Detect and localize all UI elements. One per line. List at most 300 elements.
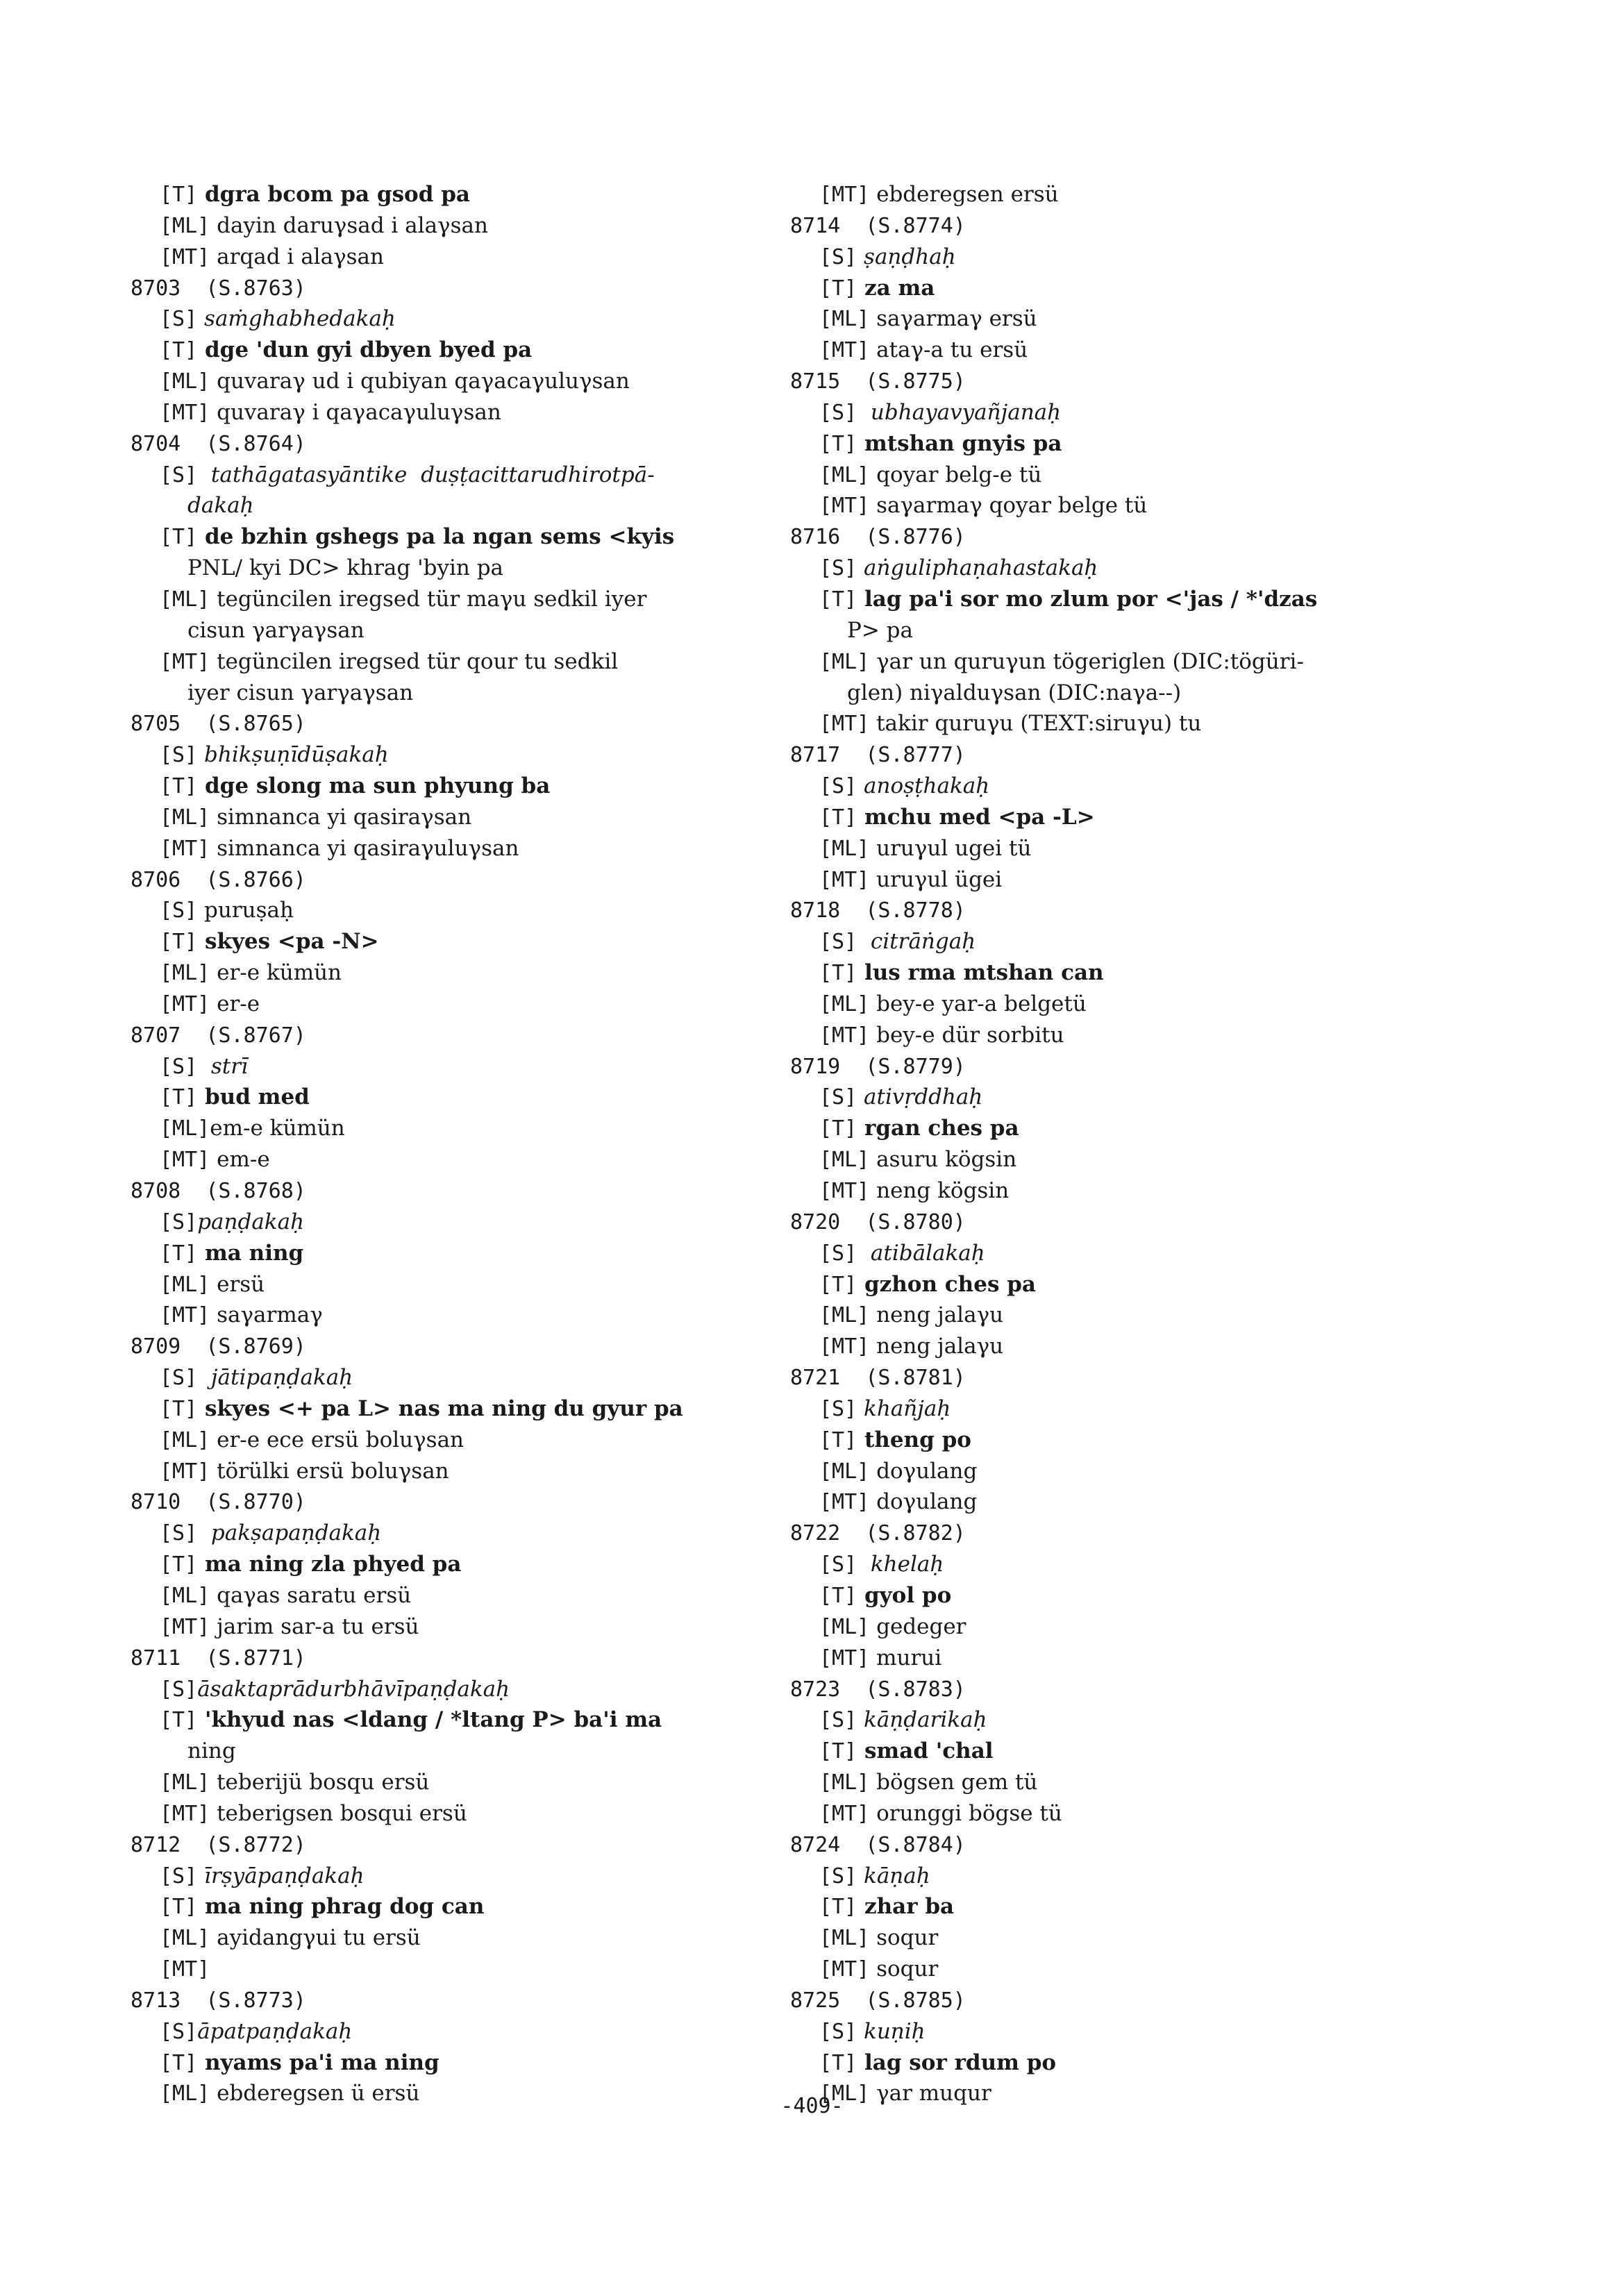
entry-text: er-e kümün [210, 960, 342, 986]
entry-text: ativṛddhaḥ [857, 1084, 983, 1110]
entry-text: quvaraγ i qaγacaγuluγsan [210, 399, 501, 425]
entry-text: qoyar belg-e tü [869, 462, 1042, 487]
entry-number [790, 739, 1429, 771]
continuation-text: cisun γarγaγsan [187, 617, 365, 643]
language-tag: [T] [160, 1085, 198, 1110]
entry-line [131, 179, 769, 210]
entry-line [790, 2016, 1429, 2047]
language-tag: [S] [819, 1085, 857, 1110]
entry-number [131, 1331, 769, 1362]
entry-text: nyams pa'i ma ning [197, 2050, 440, 2075]
language-tag: [MT] [160, 1148, 210, 1173]
entry-line [131, 1393, 769, 1425]
entry-text: γar muqur [869, 2081, 991, 2106]
entry-text: pakṣapaṇḍakaḥ [197, 1520, 382, 1546]
language-tag: [S] [160, 1209, 198, 1234]
entry-text: atibālakaḥ [857, 1240, 985, 1266]
entry-number [790, 1674, 1429, 1705]
entry-text: ebderegsen ü ersü [210, 2081, 420, 2106]
entry-text: gzhon ches pa [857, 1271, 1036, 1297]
language-tag: [ML] [819, 1459, 870, 1484]
entry-number [790, 521, 1429, 553]
entry-text: em-e [210, 1147, 270, 1173]
entry-text: ersü [210, 1271, 265, 1297]
language-tag: [MT] [160, 991, 210, 1016]
entry-text: lag pa'i sor mo zlum por <'jas / *'dzas [857, 586, 1318, 612]
entry-number-text: 8712 (S.8772) [131, 1832, 306, 1857]
language-tag: [S] [819, 774, 857, 799]
entry-text: simnanca yi qasiraγsan [210, 804, 472, 830]
language-tag: [ML] [160, 805, 210, 830]
entry-line [131, 771, 769, 802]
language-tag: [ML] [819, 991, 870, 1016]
entry-line [790, 1736, 1429, 1767]
language-tag: [S] [160, 1521, 198, 1546]
entry-number [790, 366, 1429, 397]
entry-text: mtshan gnyis pa [857, 430, 1062, 456]
language-tag: [T] [160, 525, 198, 550]
entry-line [131, 303, 769, 335]
entry-text: skyes <+ pa L> nas ma ning du gyur pa [197, 1396, 683, 1421]
entry-text: neng kögsin [869, 1178, 1010, 1203]
entry-line [790, 490, 1429, 521]
entry-line [131, 2047, 769, 2079]
entry-number-text: 8704 (S.8764) [131, 431, 306, 456]
entry-line [790, 1549, 1429, 1580]
entry-line [790, 1486, 1429, 1518]
language-tag: [T] [819, 1583, 857, 1608]
language-tag: [MT] [819, 1179, 870, 1203]
entry-line [790, 1891, 1429, 1922]
entry-line [131, 926, 769, 957]
language-tag: [S] [819, 244, 857, 269]
entry-line [790, 926, 1429, 957]
entry-line [790, 1954, 1429, 1985]
language-tag: [ML] [160, 587, 210, 612]
entry-line [131, 1144, 769, 1175]
entry-text: bey-e dür sorbitu [869, 1022, 1064, 1048]
language-tag: [MT] [160, 649, 210, 674]
entry-text: soqur [869, 1925, 939, 1951]
entry-line [131, 739, 769, 771]
entry-number [131, 1486, 769, 1518]
language-tag: [MT] [160, 400, 210, 425]
entry-text: tegüncilen iregsed tür maγu sedkil iyer [210, 586, 647, 612]
entry-text: uruγul ügei [869, 866, 1003, 892]
entry-line [790, 1611, 1429, 1643]
entry-number [790, 1362, 1429, 1393]
language-tag: [S] [160, 898, 198, 923]
entry-line [131, 1238, 769, 1269]
entry-text: doγulang [869, 1458, 978, 1484]
entry-line [790, 1175, 1429, 1207]
entry-text: tathāgatasyāntike duṣṭacittarudhirotpā- [197, 462, 655, 487]
entry-line [131, 366, 769, 397]
entry-continuation-line [131, 553, 769, 584]
entry-number [131, 1020, 769, 1051]
entry-line [790, 771, 1429, 802]
page-number: -409- [780, 2094, 844, 2118]
entry-line [131, 1425, 769, 1456]
entry-text: paṇḍakaḥ [197, 1209, 305, 1234]
entry-text: kāṇḍarikaḥ [857, 1707, 987, 1733]
entry-text: er-e [210, 991, 260, 1016]
language-tag: [ML] [160, 369, 210, 394]
entry-line [790, 1082, 1429, 1113]
entry-line [131, 1580, 769, 1611]
entry-text: kāṇaḥ [857, 1863, 930, 1888]
entry-text: za ma [857, 275, 935, 301]
language-tag: [T] [160, 338, 198, 363]
entry-number [790, 1051, 1429, 1082]
language-tag: [T] [160, 183, 198, 207]
entry-number [790, 895, 1429, 926]
entry-line [131, 1207, 769, 1238]
entry-text: āsaktaprādurbhāvīpaṇḍakaḥ [197, 1676, 510, 1702]
language-tag: [ML] [819, 1148, 870, 1173]
language-tag: [S] [160, 462, 198, 487]
language-tag: [MT] [160, 1459, 210, 1484]
entry-line [790, 397, 1429, 428]
entry-text: lus rma mtshan can [857, 960, 1104, 986]
entry-text: saγarmaγ [210, 1302, 323, 1328]
language-tag: [ML] [819, 836, 870, 861]
entry-number-text: 8711 (S.8771) [131, 1645, 306, 1670]
entry-line [790, 1456, 1429, 1487]
entry-line [131, 1269, 769, 1300]
entry-line [790, 179, 1429, 210]
entry-line [131, 2016, 769, 2047]
entry-line [790, 1393, 1429, 1425]
language-tag: [ML] [160, 1583, 210, 1608]
language-tag: [S] [819, 1396, 857, 1421]
entry-number-text: 8709 (S.8769) [131, 1334, 306, 1359]
language-tag: [S] [819, 400, 857, 425]
entry-text: törülki ersü boluγsan [210, 1458, 449, 1484]
entry-line [790, 1643, 1429, 1674]
language-tag: [MT] [819, 1334, 870, 1359]
language-tag: [ML] [160, 213, 210, 238]
language-tag: [T] [819, 2050, 857, 2075]
language-tag: [MT] [819, 1645, 870, 1670]
entry-text: em-e kümün [210, 1116, 345, 1141]
entry-text: skyes <pa -N> [197, 929, 379, 955]
entry-line [131, 1456, 769, 1487]
language-tag: [S] [160, 1366, 198, 1391]
language-tag: [S] [819, 930, 857, 955]
entry-line [131, 989, 769, 1020]
language-tag: [T] [160, 1708, 198, 1733]
entry-text: jarim sar-a tu ersü [210, 1614, 419, 1639]
language-tag: [T] [160, 2050, 198, 2075]
entry-text: de bzhin gshegs pa la ngan sems <kyis [197, 524, 675, 550]
entry-text: lag sor rdum po [857, 2050, 1057, 2075]
entry-text: khelaḥ [857, 1552, 944, 1577]
entry-text: ayidangγui tu ersü [210, 1925, 421, 1951]
language-tag: [ML] [160, 2081, 210, 2106]
language-tag: [MT] [819, 867, 870, 892]
entry-line [790, 957, 1429, 989]
language-tag: [T] [819, 1272, 857, 1297]
entry-text: dgra bcom pa gsod pa [197, 182, 470, 207]
entry-line [790, 1113, 1429, 1144]
entry-line [790, 1798, 1429, 1829]
entry-continuation-line [131, 1736, 769, 1767]
entry-line [131, 646, 769, 678]
entry-text: 'khyud nas <ldang / *ltang P> ba'i ma [197, 1707, 662, 1733]
language-tag: [T] [819, 276, 857, 301]
entry-text: citrāṅgaḥ [857, 929, 976, 955]
entry-text: bey-e yar-a belgetü [869, 991, 1087, 1016]
entry-line [790, 2047, 1429, 2079]
entry-continuation-line [790, 678, 1429, 709]
language-tag: [S] [819, 1863, 857, 1888]
entry-number-text: 8716 (S.8776) [790, 525, 966, 550]
language-tag: [T] [819, 1427, 857, 1452]
language-tag: [ML] [819, 2081, 870, 2106]
entry-text: mchu med <pa -L> [857, 804, 1095, 830]
language-tag: [ML] [160, 1272, 210, 1297]
entry-line [790, 584, 1429, 615]
entry-line [131, 1518, 769, 1549]
language-tag: [ML] [160, 1427, 210, 1452]
continuation-text: iyer cisun γarγaγsan [187, 680, 414, 705]
language-tag: [ML] [160, 1770, 210, 1795]
language-tag: [T] [160, 1396, 198, 1421]
language-tag: [T] [819, 961, 857, 986]
continuation-text: glen) niγalduγsan (DIC:naγa--) [847, 680, 1182, 705]
entry-text: bud med [197, 1084, 310, 1110]
entry-text: uruγul ugei tü [869, 835, 1032, 861]
language-tag: [MT] [160, 244, 210, 269]
left-column [131, 179, 769, 2109]
entry-continuation-line [790, 615, 1429, 646]
entry-text: teberigsen bosqui ersü [210, 1800, 467, 1826]
entry-text: saγarmaγ ersü [869, 306, 1037, 332]
entry-line [790, 460, 1429, 491]
entry-line [131, 1767, 769, 1798]
entry-line [790, 553, 1429, 584]
entry-line [131, 210, 769, 242]
entry-line [790, 1704, 1429, 1736]
entry-line [790, 1331, 1429, 1362]
language-tag: [T] [160, 774, 198, 799]
language-tag: [ML] [819, 1303, 870, 1328]
entry-line [790, 273, 1429, 304]
entry-line [790, 864, 1429, 896]
entry-line [131, 957, 769, 989]
entry-number-text: 8723 (S.8783) [790, 1677, 966, 1702]
entry-text: smad 'chal [857, 1738, 994, 1764]
continuation-text: dakaḥ [187, 493, 254, 519]
entry-line [131, 1922, 769, 1954]
entry-number-text: 8718 (S.8778) [790, 898, 966, 923]
language-tag: [MT] [819, 183, 870, 207]
entry-number-text: 8721 (S.8781) [790, 1366, 966, 1391]
entry-line [131, 521, 769, 553]
entry-text: bhikṣuṇīdūṣakaḥ [197, 742, 389, 768]
entry-text: āpatpaṇḍakaḥ [197, 2018, 353, 2044]
entry-line [790, 708, 1429, 739]
entry-line [790, 242, 1429, 273]
entry-text: orunggi bögse tü [869, 1800, 1062, 1826]
entry-number-text: 8710 (S.8770) [131, 1490, 306, 1515]
entry-text: zhar ba [857, 1894, 955, 1920]
entry-line [790, 1144, 1429, 1175]
language-tag: [ML] [819, 1614, 870, 1639]
entry-text: doγulang [869, 1489, 978, 1515]
entry-line [131, 1300, 769, 1331]
entry-text: ma ning phrag dog can [197, 1894, 485, 1920]
entry-text: γar un quruγun tögeriglen (DIC:tögüri- [869, 648, 1304, 674]
language-tag: [S] [819, 1241, 857, 1266]
entry-number [131, 428, 769, 460]
entry-continuation-line [131, 615, 769, 646]
entry-text: quvaraγ ud i qubiyan qaγacaγuluγsan [210, 369, 630, 394]
entry-text: arqad i alaγsan [210, 244, 384, 269]
entry-text: puruṣaḥ [197, 898, 294, 923]
entry-line [131, 895, 769, 926]
entry-line [131, 1082, 769, 1113]
entry-text: bögsen gem tü [869, 1770, 1038, 1795]
language-tag: [ML] [160, 961, 210, 986]
entry-line [131, 460, 769, 491]
entry-number-text: 8703 (S.8763) [131, 276, 306, 301]
language-tag: [T] [160, 1552, 198, 1577]
entry-line [790, 802, 1429, 833]
entry-number [131, 1175, 769, 1207]
entry-line [131, 1674, 769, 1705]
entry-text: murui [869, 1645, 942, 1670]
right-column [790, 179, 1429, 2109]
language-tag: [S] [819, 556, 857, 581]
entry-line [790, 646, 1429, 678]
entry-text: asuru kögsin [869, 1147, 1017, 1173]
entry-number [790, 1829, 1429, 1861]
entry-line [131, 1113, 769, 1144]
language-tag: [MT] [819, 1801, 870, 1826]
language-tag: [MT] [819, 494, 870, 519]
language-tag: [MT] [160, 1303, 210, 1328]
entry-number-text: 8724 (S.8784) [790, 1832, 966, 1857]
language-tag: [MT] [160, 1614, 210, 1639]
language-tag: [S] [819, 1552, 857, 1577]
entry-line [131, 1051, 769, 1082]
entry-text: ma ning zla phyed pa [197, 1552, 462, 1577]
language-tag: [T] [819, 1739, 857, 1764]
entry-text: rgan ches pa [857, 1116, 1019, 1141]
entry-line [131, 242, 769, 273]
entry-text: soqur [869, 1956, 939, 1982]
entry-text: dge 'dun gyi dbyen byed pa [197, 337, 533, 363]
language-tag: [T] [160, 1895, 198, 1920]
continuation-text: PNL/ kyi DC> khrag 'byin pa [187, 555, 504, 581]
entry-text: jātipaṇḍakaḥ [197, 1365, 353, 1391]
entry-line [790, 1425, 1429, 1456]
entry-line [131, 335, 769, 366]
entry-text: gyol po [857, 1582, 952, 1608]
entry-continuation-line [131, 490, 769, 521]
entry-number-text: 8720 (S.8780) [790, 1209, 966, 1234]
entry-number [131, 1985, 769, 2016]
language-tag: [ML] [819, 1770, 870, 1795]
entry-line [790, 303, 1429, 335]
language-tag: [S] [160, 2019, 198, 2044]
entry-line [790, 833, 1429, 864]
entry-number-text: 8719 (S.8779) [790, 1054, 966, 1079]
entry-text: gedeger [869, 1614, 966, 1639]
entry-line [790, 1020, 1429, 1051]
language-tag: [ML] [160, 1116, 210, 1141]
language-tag: [ML] [819, 649, 870, 674]
entry-text: takir quruγu (TEXT:siruγu) tu [869, 711, 1202, 737]
entry-text: anoṣṭhakaḥ [857, 773, 990, 799]
language-tag: [MT] [160, 836, 210, 861]
entry-line [131, 397, 769, 428]
entry-text: strī [197, 1053, 248, 1079]
language-tag: [S] [160, 1677, 198, 1702]
entry-text: khañjaḥ [857, 1396, 951, 1421]
entry-line [131, 1861, 769, 1892]
entry-number-text: 8713 (S.8773) [131, 1988, 306, 2013]
entry-line [790, 428, 1429, 460]
language-tag: [MT] [819, 1957, 870, 1982]
entry-text: qaγas saratu ersü [210, 1582, 412, 1608]
entry-line [790, 1922, 1429, 1954]
entry-text: dge slong ma sun phyung ba [197, 773, 551, 799]
entry-number [790, 210, 1429, 242]
language-tag: [ML] [819, 1926, 870, 1951]
entry-number [131, 1829, 769, 1861]
entry-line [131, 802, 769, 833]
entry-text: ataγ-a tu ersü [869, 337, 1028, 363]
entry-number-text: 8707 (S.8767) [131, 1023, 306, 1048]
entry-number [131, 708, 769, 739]
language-tag: [ML] [819, 307, 870, 332]
entry-line [790, 1238, 1429, 1269]
language-tag: [ML] [160, 1926, 210, 1951]
entry-line [131, 1891, 769, 1922]
language-tag: [S] [819, 1708, 857, 1733]
entry-line [131, 1954, 769, 1985]
entry-number-text: 8706 (S.8766) [131, 867, 306, 892]
entry-text: er-e ece ersü boluγsan [210, 1427, 464, 1452]
entry-number-text: 8717 (S.8777) [790, 743, 966, 768]
entry-line [790, 1300, 1429, 1331]
entry-text: neng jalaγu [869, 1334, 1004, 1359]
language-tag: [ML] [819, 462, 870, 487]
entry-number [790, 1518, 1429, 1549]
entry-line [790, 1767, 1429, 1798]
language-tag: [S] [160, 1863, 198, 1888]
entry-text: aṅguliphaṇahastakaḥ [857, 555, 1098, 581]
entry-text: tegüncilen iregsed tür qour tu sedkil [210, 648, 619, 674]
entry-line [790, 1861, 1429, 1892]
entry-number [790, 1207, 1429, 1238]
entry-text: īrṣyāpaṇḍakaḥ [197, 1863, 365, 1888]
language-tag: [MT] [160, 1801, 210, 1826]
entry-number [790, 1985, 1429, 2016]
entry-text: ṣaṇḍhaḥ [857, 244, 956, 269]
entry-number [131, 273, 769, 304]
entry-line [131, 1798, 769, 1829]
entry-text: dayin daruγsad i alaγsan [210, 212, 488, 238]
language-tag: [S] [160, 307, 198, 332]
entry-number-text: 8715 (S.8775) [790, 369, 966, 394]
entry-number [131, 1643, 769, 1674]
entry-line [131, 833, 769, 864]
language-tag: [T] [160, 930, 198, 955]
